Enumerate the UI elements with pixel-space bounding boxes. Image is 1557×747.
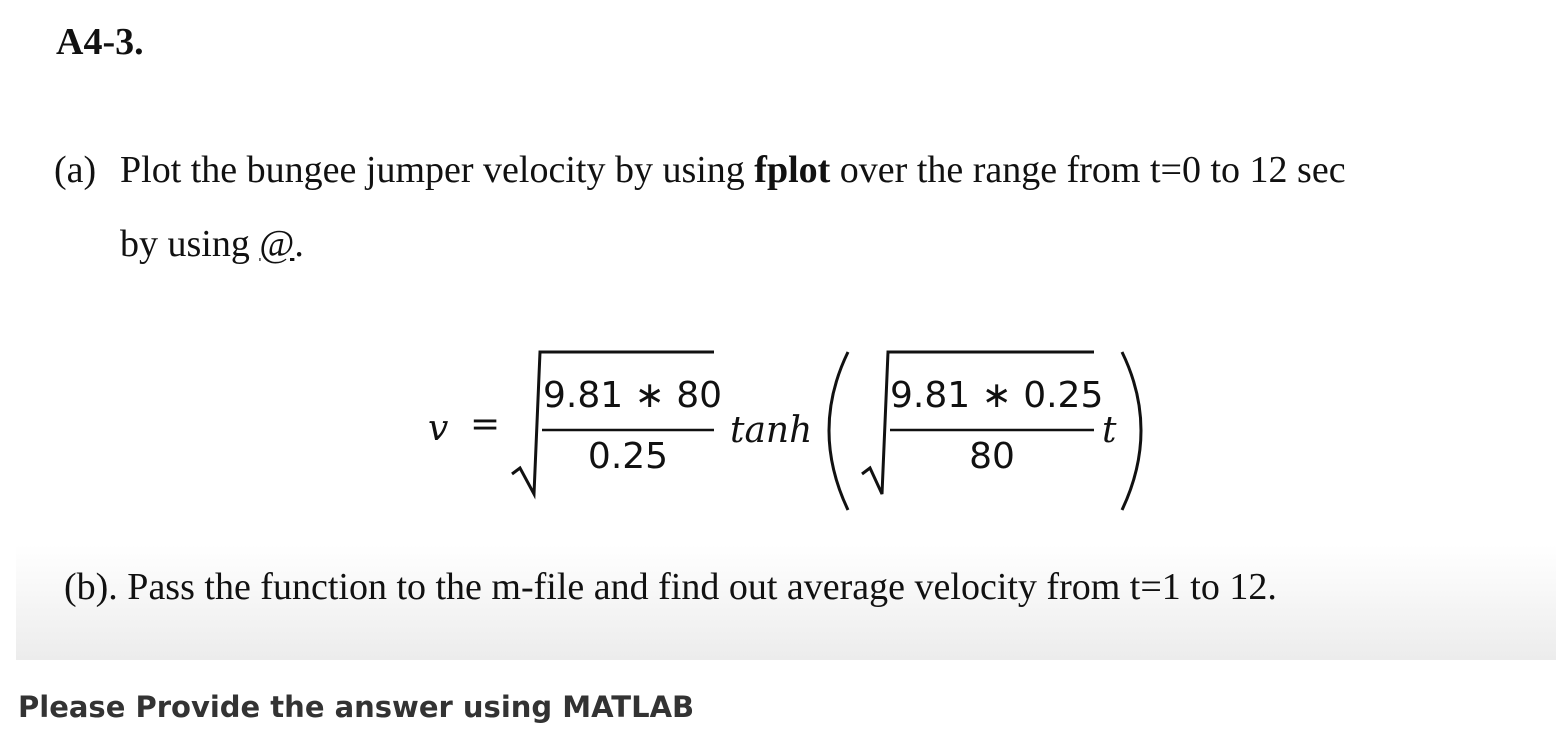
answer-instruction: Please Provide the answer using MATLAB [18,690,695,724]
fraction2-denominator: 80 [969,436,1015,477]
part-a-line2-after: . [294,223,304,265]
part-a-line2-before: by using [120,223,260,265]
left-paren [829,352,848,510]
problem-heading: A4-3. [56,21,144,63]
part-b-text: (b). Pass the function to the m-file and find out average velocity from t=1 to 12. [64,566,1277,608]
fraction1-denominator: 0.25 [587,436,669,477]
part-a-label: (a) [54,149,97,191]
at-sign: @ [259,223,295,265]
fraction2-numerator: 9.81 ∗ 0.25 [890,375,1104,416]
right-paren [1122,352,1141,510]
velocity-variable: v [428,408,449,449]
fraction1-numerator: 9.81 ∗ 80 [543,375,723,416]
part-a-text-before: Plot the bungee jumper velocity by using [120,149,755,191]
time-variable: t [1102,410,1117,451]
fplot-keyword: fplot [754,149,831,191]
part-a-text-after: over the range from t=0 to 12 sec [830,149,1346,191]
tanh-function: tanh [730,410,813,451]
equals-sign: = [470,404,501,445]
